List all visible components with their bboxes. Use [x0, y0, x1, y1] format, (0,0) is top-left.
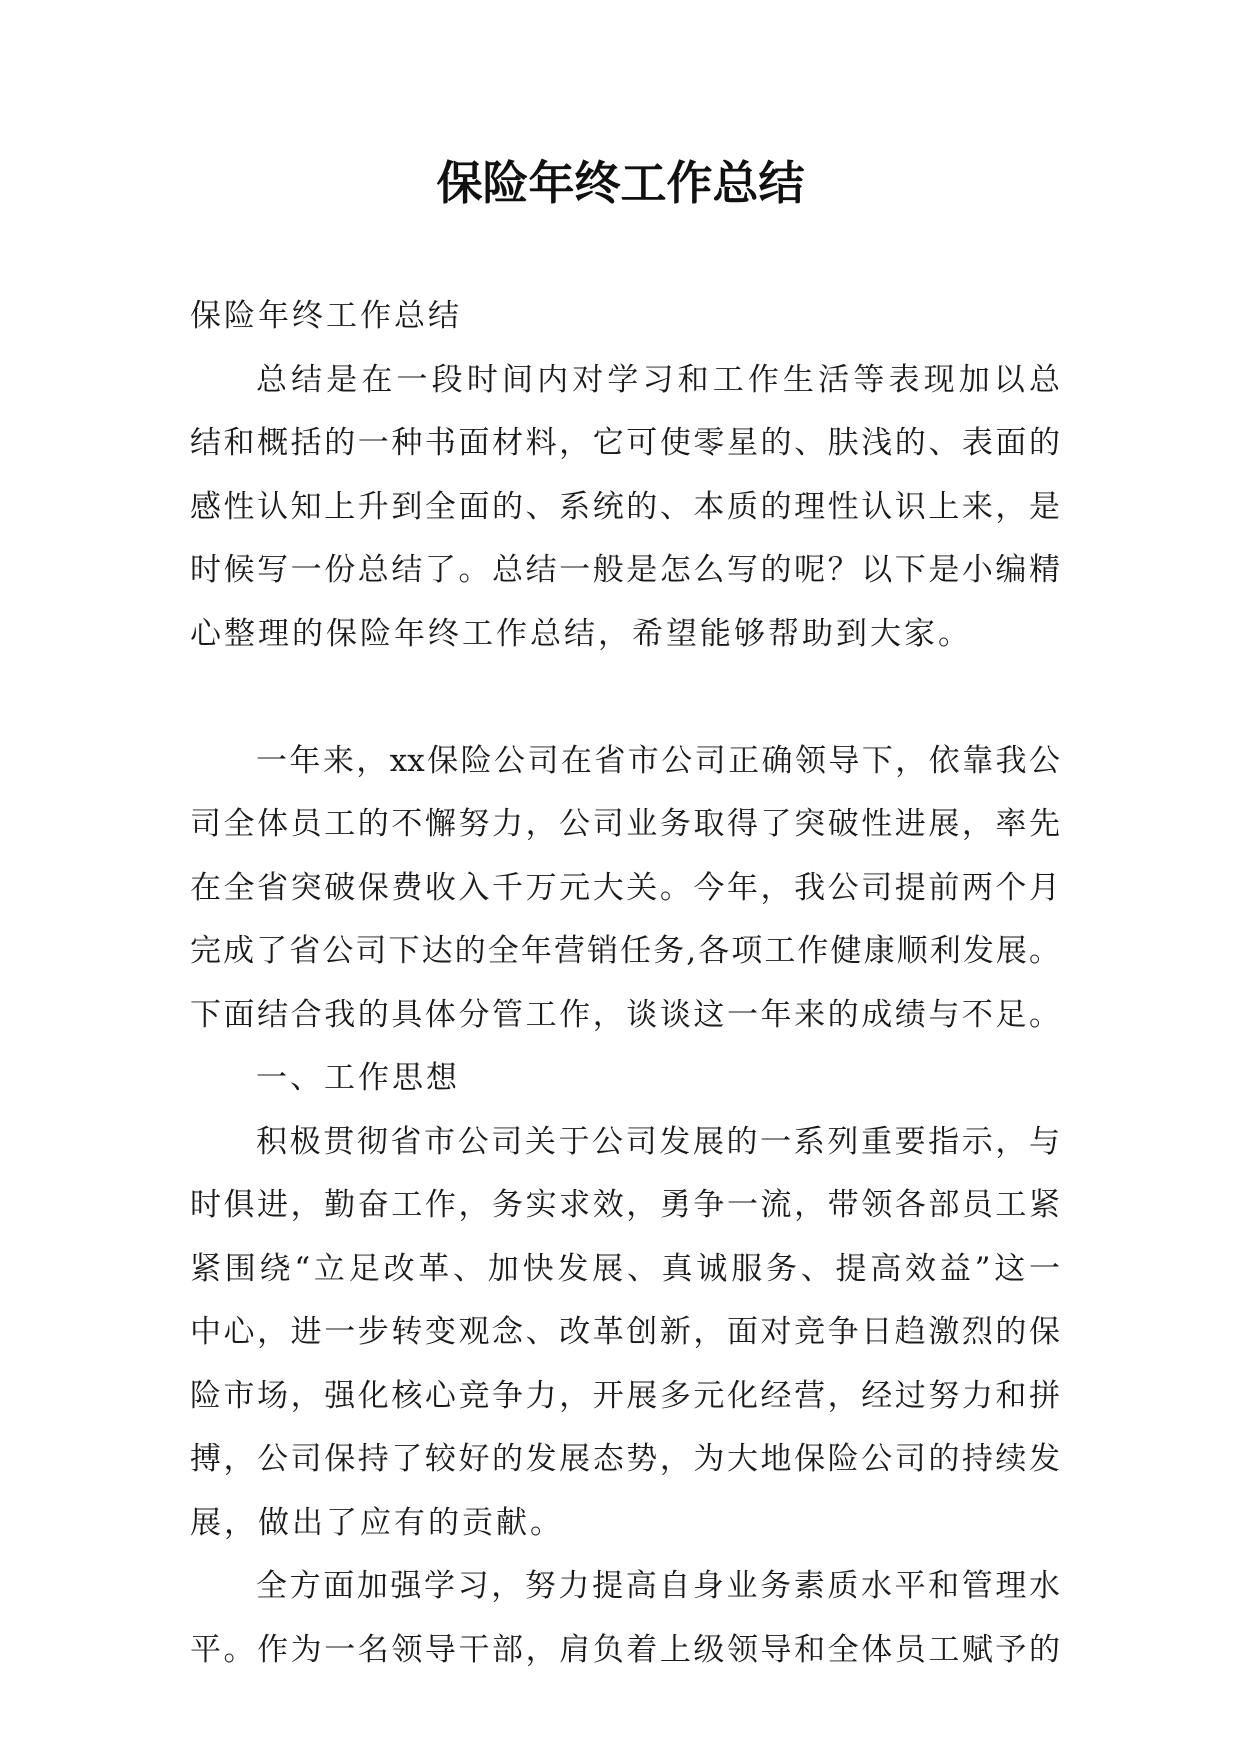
- paragraph-gap: [190, 666, 1060, 730]
- paragraph-line: 险市场，强化核心竞争力，开展多元化经营，经过努力和拼: [190, 1377, 1060, 1414]
- paragraph-line: 全方面加强学习，努力提高自身业务素质水平和管理水: [256, 1568, 1060, 1604]
- paragraph-line: 搏，公司保持了较好的发展态势，为大地保险公司的持续发: [190, 1441, 1060, 1477]
- intro-line: 感性认知上升到全面的、系统的、本质的理性认识上来，是: [190, 488, 1060, 525]
- intro-line: 时候写一份总结了。总结一般是怎么写的呢？以下是小编精: [190, 552, 1060, 588]
- document-subtitle: 保险年终工作总结: [190, 298, 462, 334]
- paragraph-line: 一年来，xx保险公司在省市公司正确领导下，依靠我公: [256, 742, 1060, 779]
- document-title: 保险年终工作总结: [436, 156, 805, 210]
- paragraph-line: 司全体员工的不懈努力，公司业务取得了突破性进展，率先: [190, 806, 1060, 842]
- paragraph-line: 展，做出了应有的贡献。: [190, 1504, 564, 1541]
- intro-line: 总结是在一段时间内对学习和工作生活等表现加以总: [256, 361, 1060, 398]
- paragraph-line: 紧围绕“立足改革、加快发展、真诚服务、提高效益”这一: [190, 1250, 1060, 1287]
- intro-line: 结和概括的一种书面材料，它可使零星的、肤浅的、表面的: [190, 425, 1060, 461]
- paragraph-line: 下面结合我的具体分管工作，谈谈这一年来的成绩与不足。: [190, 996, 1060, 1033]
- paragraph-line: 平。作为一名领导干部，肩负着上级领导和全体员工赋予的: [190, 1631, 1060, 1668]
- paragraph-line: 积极贯彻省市公司关于公司发展的一系列重要指示，与: [256, 1123, 1060, 1160]
- paragraph-line: 在全省突破保费收入千万元大关。今年，我公司提前两个月: [190, 869, 1060, 906]
- section-heading: 一、工作思想: [256, 1060, 460, 1096]
- document-body: [190, 285, 1060, 1682]
- paragraph-line: 时俱进，勤奋工作，务实求效，勇争一流，带领各部员工紧: [190, 1187, 1060, 1223]
- intro-line: 心整理的保险年终工作总结，希望能够帮助到大家。: [190, 615, 972, 652]
- paragraph-line: 中心，进一步转变观念、改革创新，面对竞争日趋激烈的保: [190, 1314, 1060, 1350]
- paragraph-line: 完成了省公司下达的全年营销任务,各项工作健康顺利发展。: [190, 933, 1060, 969]
